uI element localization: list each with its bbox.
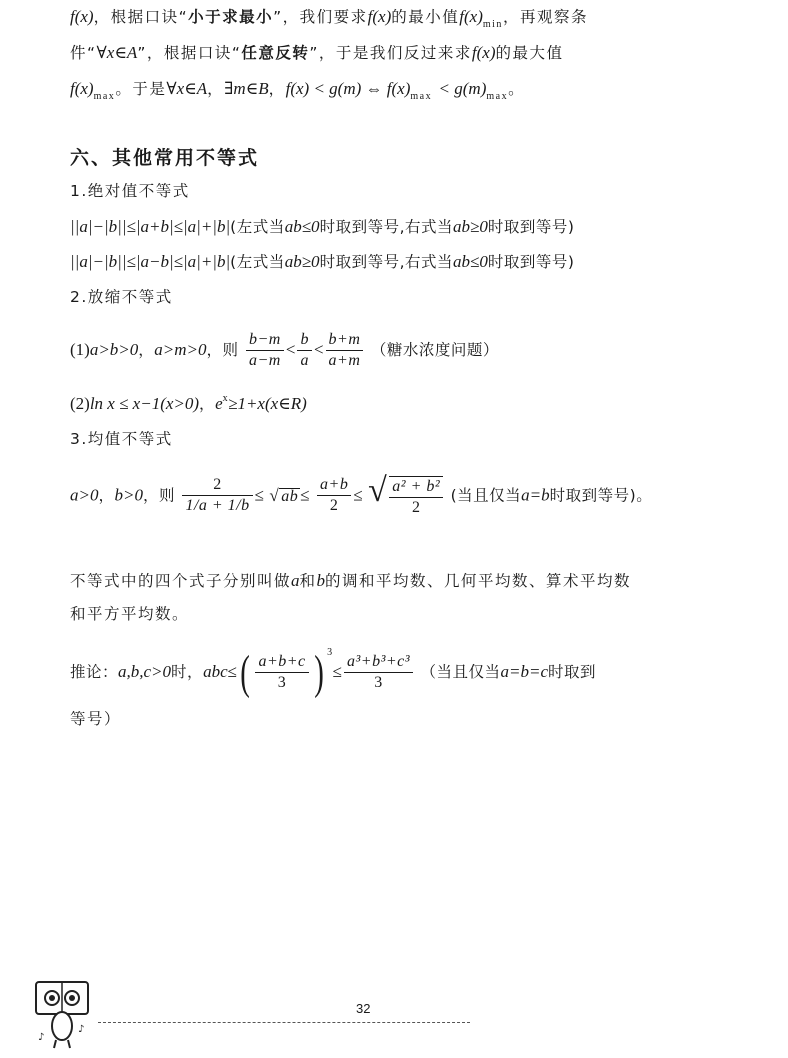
harmonic-mean [182, 475, 252, 516]
scaling-inequality-2 [70, 394, 307, 413]
less-equal: ≤ [254, 485, 264, 505]
less-equal: ≤ [353, 485, 363, 505]
subscript-max: max [93, 91, 116, 102]
item-number: (1) [70, 340, 90, 359]
text-span: ”，根据口诀“ [137, 44, 242, 62]
text-span: ， [199, 395, 216, 413]
math-fx-min: f(x) [459, 7, 483, 26]
less-than: < [285, 340, 296, 359]
text-span: ，则 [142, 486, 175, 505]
text-span: 推论： [70, 663, 119, 681]
text-span: 时取到等号) [487, 253, 575, 271]
math-fx-max: f(x) [70, 79, 94, 98]
denominator: a−m [248, 352, 281, 369]
left-paren: ( [240, 645, 251, 699]
numerator: 2 [182, 475, 252, 496]
denominator: 1/a + 1/b [185, 497, 250, 515]
text-span: 的最小值 [391, 8, 460, 26]
denominator: 3 [277, 674, 287, 691]
abs-inequality-1 [70, 218, 574, 236]
text-span: ”，我们要求 [273, 8, 368, 26]
arithmetic-mean [317, 475, 351, 516]
subsection-title-mean: 3.均值不等式 [70, 430, 173, 448]
text-span: 时， [171, 663, 204, 681]
subsection-title-scaling: 2.放缩不等式 [70, 288, 173, 306]
text-span: ，根据口诀“ [93, 8, 189, 26]
text-span: 时取到等号,右式当 [319, 218, 453, 236]
text-span: （当且仅当 [420, 663, 501, 681]
math-exp-rest: ≥1+x(x∈R) [228, 394, 307, 413]
paragraph-line-2 [70, 44, 564, 62]
math-cond: a=b=c [500, 662, 549, 681]
math-cond: a>m>0 [154, 340, 207, 359]
numerator: b−m [246, 330, 284, 351]
svg-text:♪: ♪ [38, 1032, 45, 1043]
fraction [255, 652, 308, 693]
text-span: 件“ [70, 44, 97, 62]
text-span: 不等式中的四个式子分别叫做 [70, 572, 292, 590]
item-number: (2) [70, 394, 90, 413]
text-span: 。 [508, 80, 526, 98]
text-span: 时取到等号)。 [549, 486, 653, 505]
radicand: ab [281, 487, 299, 505]
text-span: ，则 [206, 341, 239, 359]
text-span: (左式当 [230, 218, 285, 236]
math-cond: a>b>0 [89, 340, 139, 359]
text-span: 和 [299, 572, 317, 590]
less-equal: ≤ [227, 662, 237, 681]
scaling-inequality-1 [70, 330, 499, 371]
text-span: （糖水浓度问题） [370, 341, 499, 359]
denominator: 2 [411, 498, 421, 516]
text-span: ”，于是我们反过来求 [309, 44, 472, 62]
math-fx: f(x) [367, 7, 392, 26]
math-cond: ab≤0 [453, 252, 488, 271]
subsection-title-abs: 1.绝对值不等式 [70, 182, 190, 200]
math-cond: a>0 [70, 485, 99, 505]
denominator: a [300, 352, 309, 369]
math-ln: ln x ≤ x−1(x>0) [89, 394, 200, 413]
numerator: b+m [326, 330, 364, 351]
geometric-mean: √ ab [269, 485, 299, 505]
math-exists: ∃m∈B [224, 79, 269, 98]
var-b: b [316, 571, 326, 590]
text-span: 时取到等号) [487, 218, 575, 236]
text-span: 时取到等号,右式当 [319, 253, 453, 271]
owl-book-mascot-icon [30, 978, 94, 1050]
math-forall: ∀x∈A [96, 43, 138, 62]
rule-reverse: 任意反转 [241, 44, 310, 62]
section-title: 六、其他常用不等式 [70, 147, 260, 169]
superscript: 3 [327, 647, 333, 658]
numerator: a+b+c [255, 652, 308, 673]
less-than: < [313, 340, 324, 359]
numerator: b [297, 330, 312, 351]
footer-divider [98, 1022, 470, 1023]
text-span: (当且仅当 [450, 486, 522, 505]
mean-description-1 [70, 572, 631, 590]
numerator: a² + b² [389, 477, 443, 498]
mean-description-2: 和平方平均数。 [70, 605, 190, 623]
math-cond: a,b,c>0 [118, 662, 172, 681]
fraction [297, 330, 312, 371]
math-equivalence: f(x) < g(m) ⇔ f(x) [285, 79, 411, 98]
svg-text:♪: ♪ [78, 1024, 85, 1035]
superscript: x [222, 393, 229, 404]
page-number: 32 [356, 1001, 371, 1016]
paragraph-line-3 [70, 80, 525, 102]
numerator: a³+b³+c³ [344, 652, 413, 673]
math-exp-base: e [215, 394, 223, 413]
text-span: 。于是 [115, 80, 167, 98]
quadratic-mean: √ $\frac{\text{a² + b²}}{2}$ [368, 474, 445, 518]
text-span: ， [138, 341, 155, 359]
mean-inequality [70, 474, 652, 518]
subscript-min: min [482, 19, 503, 30]
text-span: 的调和平均数、几何平均数、算术平均数 [325, 572, 632, 590]
math-abs1: ||a|−|b||≤|a+b|≤|a|+|b| [70, 217, 231, 236]
abs-inequality-2 [70, 253, 574, 271]
text-span: 的最大值 [495, 44, 564, 62]
denominator: 2 [329, 497, 339, 515]
paragraph-line-1 [70, 8, 588, 30]
denominator: a+m [328, 352, 361, 369]
less-equal: ≤ [300, 485, 310, 505]
math-abc: abc [203, 662, 228, 681]
math-cond: b>0 [114, 485, 143, 505]
subscript-max: max [486, 91, 509, 102]
math-cond: a=b [521, 485, 550, 505]
math-cond: ab≥0 [284, 252, 320, 271]
math-fx: f(x) [70, 7, 94, 26]
math-cond: ab≤0 [284, 217, 320, 236]
math-fx: f(x) [471, 43, 496, 62]
fraction [326, 330, 364, 371]
text-span: (左式当 [230, 253, 285, 271]
math-lt-gm: < g(m) [438, 79, 487, 98]
fraction [344, 652, 413, 693]
inference [70, 645, 597, 699]
math-cond: ab≥0 [453, 217, 488, 236]
math-abs2: ||a|−|b||≤|a−b|≤|a|+|b| [70, 252, 231, 271]
text-span: ， [207, 80, 225, 98]
text-span: 时取到 [548, 663, 597, 681]
right-paren: ) [313, 645, 324, 699]
denominator: 3 [374, 674, 383, 691]
subscript-max: max [410, 91, 433, 102]
numerator: a+b [317, 475, 351, 496]
text-span: ， [268, 80, 286, 98]
rule-small: 小于求最小 [188, 8, 274, 26]
inference-end: 等号） [70, 710, 122, 728]
var-a: a [291, 571, 300, 590]
fraction [246, 330, 284, 371]
text-span: ，再观察条 [502, 8, 588, 26]
text-span: ， [98, 486, 115, 505]
less-equal: ≤ [332, 662, 342, 681]
math-forall: ∀x∈A [166, 79, 208, 98]
